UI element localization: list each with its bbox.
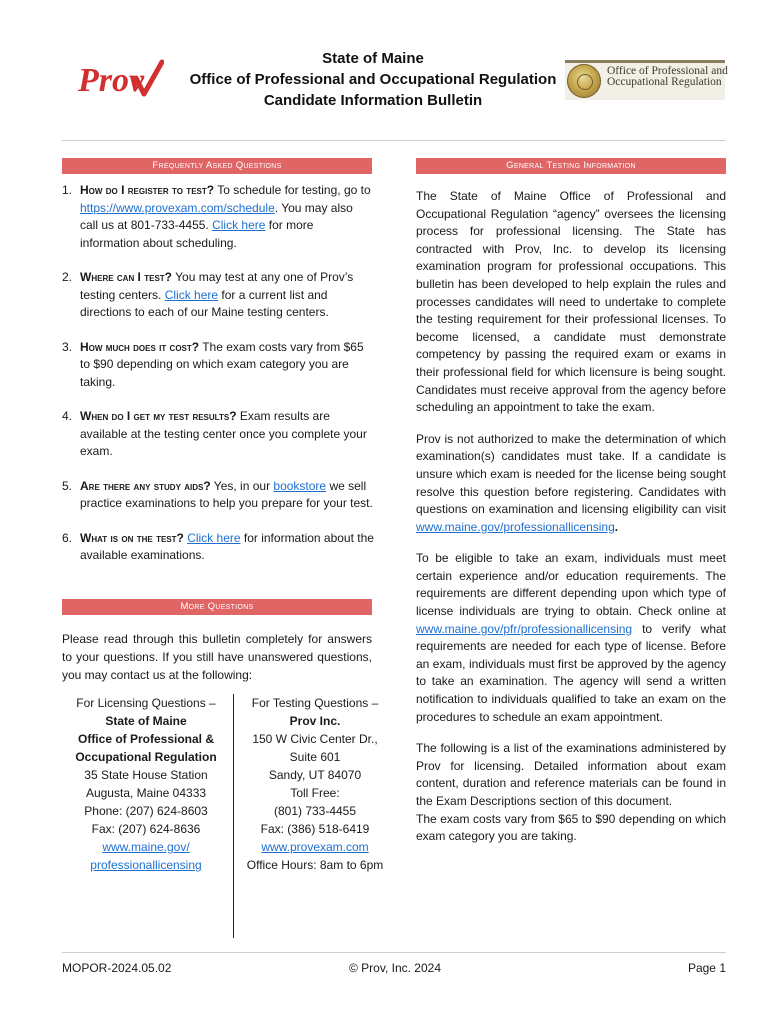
- testing-centers-link[interactable]: Click here: [164, 287, 219, 302]
- seal-title-line1: Office of Professional and: [607, 65, 728, 77]
- general-text: .: [614, 519, 619, 534]
- faq-question: When do I get my test results?: [80, 409, 237, 423]
- testing-tollfree-label: Toll Free:: [290, 786, 340, 800]
- faq-text: The exam costs vary from $65 to $90 depending on which exam category you are taking.: [80, 339, 364, 389]
- faq-item: [62, 408, 374, 461]
- faq-question: How do I register to test?: [80, 183, 215, 197]
- faq-item: [62, 478, 374, 513]
- seal-title-line2: Occupational Regulation: [607, 76, 722, 88]
- general-info-body: [416, 188, 726, 860]
- faq-item: [62, 182, 374, 252]
- general-text: to verify what requirements are needed for each type of license. Before an exam, individuals must first be approved by the agency to take an examination. The agency will send a written notification to individuals qualified to take an exam on the procedures to schedule an exam appointment.: [416, 621, 726, 724]
- licensing-org: Occupational Regulation: [75, 750, 217, 764]
- licensing-contact: [62, 694, 230, 874]
- testing-tollfree: (801) 733-4455: [273, 804, 357, 818]
- seal-band: [565, 60, 725, 63]
- agency-seal-logo: [565, 60, 728, 100]
- licensing-org: Office of Professional &: [77, 732, 215, 746]
- faq-question: Where can I test?: [80, 270, 172, 284]
- testing-address: Suite 601: [289, 750, 341, 764]
- faq-item: [62, 530, 374, 565]
- seal-title: [607, 66, 728, 88]
- licensing-heading: For Licensing Questions –: [76, 696, 216, 710]
- testing-address: 150 W Civic Center Dr.,: [252, 732, 378, 746]
- document-code: MOPOR-2024.05.02: [62, 961, 172, 975]
- faq-heading: Frequently Asked Questions: [62, 158, 372, 174]
- testing-fax: Fax: (386) 518-6419: [260, 822, 370, 836]
- faq-text: To schedule for testing, go to: [217, 183, 371, 197]
- pfr-licensing-link[interactable]: www.maine.gov/pfr/professionallicensing: [416, 621, 633, 636]
- prov-logo: [78, 58, 164, 100]
- faq-number: 4.: [62, 409, 73, 423]
- general-text: To be eligible to take an exam, individuals must meet certain experience and/or education requirements. The requirements are different depending upon which type of license individuals are trying to obtain. Check online at: [416, 551, 726, 619]
- faq-question: Are there any study aids?: [80, 478, 211, 493]
- prov-logo-graphic: [78, 58, 164, 100]
- faq-text: You may test at any one of Prov’s testing centers.: [80, 270, 354, 302]
- header-title-line2: Office of Professional and Occupational Regulation: [189, 71, 557, 88]
- prov-logo-text: Prov: [78, 62, 145, 99]
- header-title-line1: State of Maine: [322, 50, 424, 67]
- licensing-address: 35 State House Station: [84, 768, 208, 782]
- document-header: [180, 48, 566, 111]
- licensing-org: State of Maine: [105, 714, 187, 728]
- maine-licensing-link[interactable]: www.maine.gov/: [102, 840, 190, 854]
- more-questions-intro: Please read through this bulletin completely for answers to your questions. If you still have unanswered questions, you may contact us at the following:: [62, 632, 372, 682]
- general-info-heading: General Testing Information: [416, 158, 726, 174]
- testing-address: Sandy, UT 84070: [268, 768, 362, 782]
- faq-question: What is on the test?: [80, 530, 184, 545]
- faq-item: [62, 269, 374, 322]
- faq-number: 3.: [62, 339, 73, 354]
- faq-text: . You may also call us at 801-733-4455.: [80, 200, 353, 232]
- testing-hours: Office Hours: 8am to 6pm: [246, 858, 384, 872]
- faq-text: Exam results are available at the testing center once you complete your exam.: [80, 409, 367, 458]
- faq-question: How much does it cost?: [80, 339, 200, 354]
- state-seal-icon: [567, 64, 601, 98]
- faq-item: [62, 339, 374, 392]
- faq-list: [62, 182, 374, 582]
- faq-number: 1.: [62, 183, 73, 197]
- copyright: © Prov, Inc. 2024: [349, 961, 441, 975]
- testing-org: Prov Inc.: [289, 714, 341, 728]
- licensing-phone: Phone: (207) 624-8603: [84, 804, 208, 818]
- testing-heading: For Testing Questions –: [251, 696, 379, 710]
- more-questions-heading: More Questions: [62, 599, 372, 615]
- general-paragraph: The State of Maine Office of Professional and Occupational Regulation “agency” oversees the licensing process for professional licensing. The State has contracted with Prov, Inc. to develop its licensing examination program for professional occupations. This bulletin has been developed to help explain the rules and processes candidates will need to undertake to complete the testing requirement for their professional licenses. To become licensed, a candidate must demonstrate competency by passing the required exam or exams in their professional field for which licensure is being sought. Candidates must receive approval from the agency before scheduling an appointment to take the exam.: [416, 189, 726, 415]
- testing-contact: [240, 694, 390, 874]
- faq-text: for a current list and directions to each of our Maine testing centers.: [80, 287, 329, 319]
- maine-licensing-link[interactable]: professionallicensing: [90, 858, 202, 872]
- general-text: Prov is not authorized to make the determination of which examination(s) candidates must take. If a candidate is unsure which exam is needed for the license being sought resolve this question before registering. Candidates with questions on examination and licensing eligibility can visit: [416, 431, 726, 517]
- faq-number: 6.: [62, 530, 73, 545]
- faq-text: we sell practice examinations to help you prepare for your test.: [80, 478, 373, 510]
- general-paragraph: [416, 550, 726, 726]
- faq-number: 2.: [62, 270, 73, 284]
- header-divider: [62, 140, 726, 141]
- general-paragraph: The exam costs vary from $65 to $90 depending on which exam category you are taking.: [416, 811, 726, 844]
- faq-number: 5.: [62, 478, 73, 493]
- page-number: Page 1: [687, 961, 726, 975]
- licensing-address: Augusta, Maine 04333: [85, 786, 207, 800]
- faq-text: for information about the available examinations.: [80, 530, 374, 562]
- faq-text: for more information about scheduling.: [80, 218, 314, 250]
- general-paragraph: [416, 431, 726, 537]
- footer-divider: [62, 952, 726, 953]
- header-title-line3: Candidate Information Bulletin: [263, 92, 483, 109]
- schedule-link[interactable]: https://www.provexam.com/schedule: [80, 200, 275, 215]
- professional-licensing-link[interactable]: www.maine.gov/professionallicensing: [416, 519, 615, 534]
- bookstore-link[interactable]: bookstore: [273, 478, 327, 493]
- faq-text: Yes, in our: [210, 478, 274, 493]
- licensing-fax: Fax: (207) 624-8636: [91, 822, 201, 836]
- general-paragraph: The following is a list of the examinations administered by Prov for licensing. Detailed information about exam content, duration and reference materials can be found in the Exam Descriptions section of this document.: [416, 741, 726, 808]
- contact-divider: [233, 694, 234, 938]
- examinations-link[interactable]: Click here: [187, 530, 241, 545]
- scheduling-info-link[interactable]: Click here: [212, 218, 266, 232]
- provexam-link[interactable]: www.provexam.com: [261, 840, 369, 854]
